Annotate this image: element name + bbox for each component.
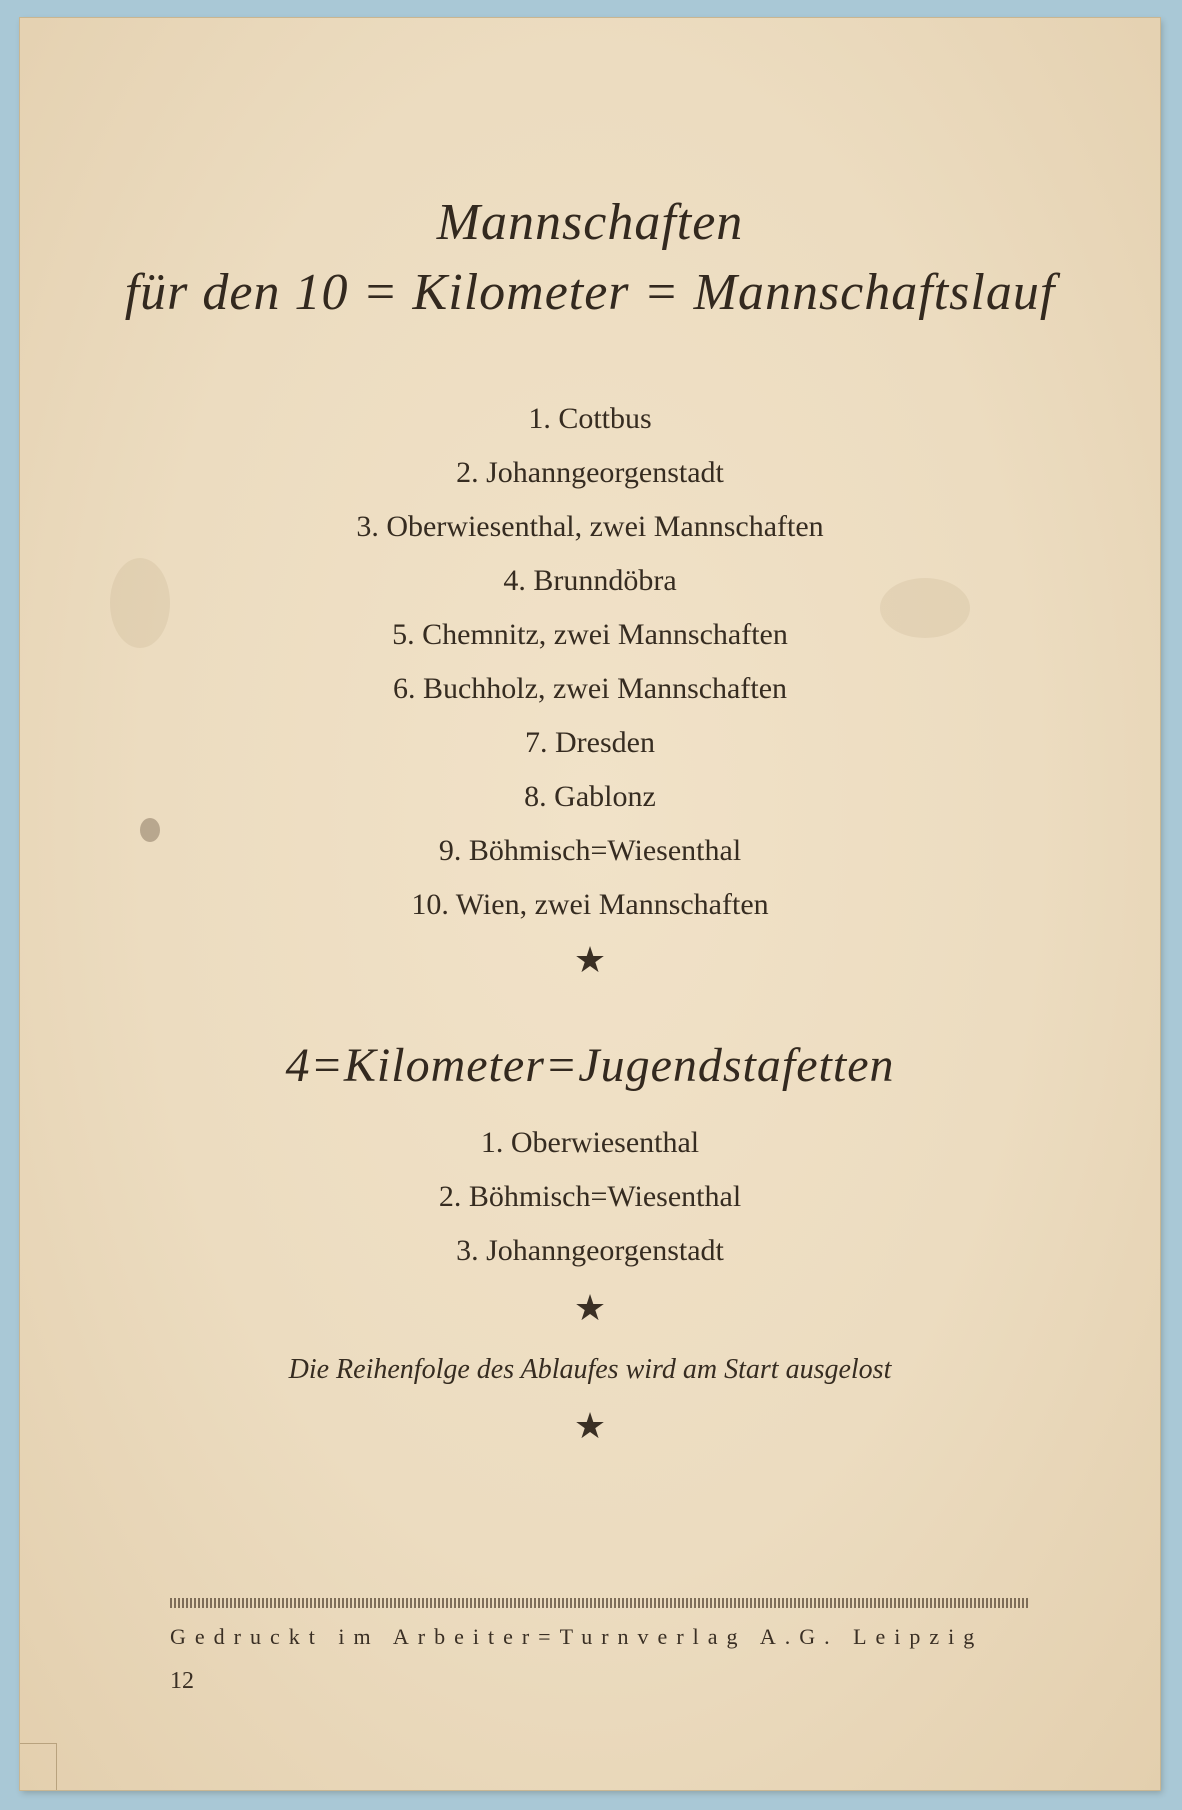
team-list-4km bbox=[20, 1116, 1160, 1278]
list-item: 1. Oberwiesenthal bbox=[480, 1126, 700, 1159]
team-list-10km bbox=[20, 392, 1160, 932]
list-item: 1. Cottbus bbox=[528, 402, 652, 435]
star-icon: ★ bbox=[573, 1288, 607, 1328]
list-item: 2. Böhmisch=Wiesenthal bbox=[438, 1180, 742, 1213]
section-subtitle: 4=Kilometer=Jugendstafetten bbox=[285, 1039, 895, 1092]
list-item: 8. Gablonz bbox=[524, 780, 656, 813]
star-icon: ★ bbox=[573, 940, 607, 980]
list-item: 9. Böhmisch=Wiesenthal bbox=[438, 834, 742, 867]
list-item: 5. Chemnitz, zwei Mannschaften bbox=[392, 618, 788, 651]
dotted-divider bbox=[170, 1598, 1030, 1608]
title-line-1: Mannschaften bbox=[436, 194, 744, 251]
star-icon: ★ bbox=[573, 1406, 607, 1446]
title-block bbox=[20, 188, 1160, 328]
list-item: 10. Wien, zwei Mannschaften bbox=[411, 888, 769, 921]
page-number: 12 bbox=[170, 1668, 194, 1694]
draw-note: Die Reihenfolge des Ablaufes wird am Start ausgelost bbox=[288, 1354, 892, 1385]
title-line-2: für den 10 = Kilometer = Mannschaftslauf bbox=[124, 264, 1056, 321]
printer-imprint: Gedruckt im Arbeiter=Turnverlag A.G. Leipzig bbox=[170, 1624, 984, 1649]
document-page bbox=[20, 18, 1160, 1790]
list-item: 3. Oberwiesenthal, zwei Mannschaften bbox=[356, 510, 824, 543]
list-item: 6. Buchholz, zwei Mannschaften bbox=[392, 672, 788, 705]
list-item: 4. Brunndöbra bbox=[503, 564, 677, 597]
list-item: 3. Johanngeorgenstadt bbox=[456, 1234, 724, 1267]
list-item: 7. Dresden bbox=[525, 726, 655, 759]
corner-fold bbox=[20, 1743, 57, 1790]
list-item: 2. Johanngeorgenstadt bbox=[456, 456, 724, 489]
